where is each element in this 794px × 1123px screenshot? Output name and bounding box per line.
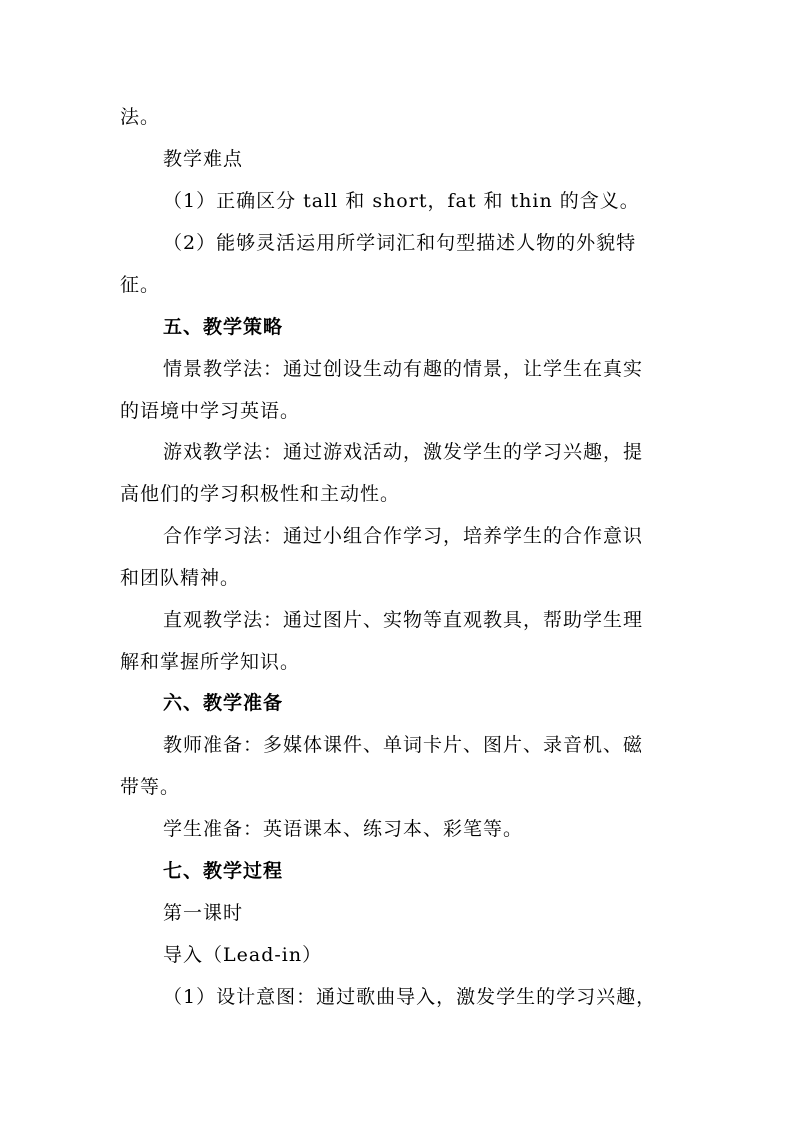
subheading-lead-in: 导入（Lead-in） <box>163 944 323 966</box>
text-line: 高他们的学习积极性和主动性。 <box>120 483 401 505</box>
text-line: 学生准备：英语课本、练习本、彩笔等。 <box>163 818 524 840</box>
text-line: 解和掌握所学知识。 <box>120 651 301 673</box>
section-heading-strategies: 五、教学策略 <box>163 316 284 338</box>
section-heading-process: 七、教学过程 <box>163 860 284 882</box>
subheading-first-lesson: 第一课时 <box>163 902 244 924</box>
text-line: （1）正确区分 tall 和 short，fat 和 thin 的含义。 <box>163 190 640 212</box>
text-line: （2）能够灵活运用所学词汇和句型描述人物的外貌特 <box>163 232 637 254</box>
text-line: 直观教学法：通过图片、实物等直观教具，帮助学生理 <box>163 609 644 631</box>
text-line: 合作学习法：通过小组合作学习，培养学生的合作意识 <box>163 525 644 547</box>
text-line: 法。 <box>120 106 161 128</box>
subheading-teaching-difficulties: 教学难点 <box>163 148 244 170</box>
section-heading-preparation: 六、教学准备 <box>163 692 284 714</box>
text-line: 和团队精神。 <box>120 567 241 589</box>
text-line: 游戏教学法：通过游戏活动，激发学生的学习兴趣，提 <box>163 441 644 463</box>
text-line: 征。 <box>120 274 161 296</box>
text-line: 情景教学法：通过创设生动有趣的情景，让学生在真实 <box>163 358 644 380</box>
text-line: 教师准备：多媒体课件、单词卡片、图片、录音机、磁 <box>163 734 644 756</box>
text-line: 带等。 <box>120 776 181 798</box>
text-line: （1）设计意图：通过歌曲导入，激发学生的学习兴趣， <box>163 986 657 1008</box>
text-line: 的语境中学习英语。 <box>120 400 301 422</box>
